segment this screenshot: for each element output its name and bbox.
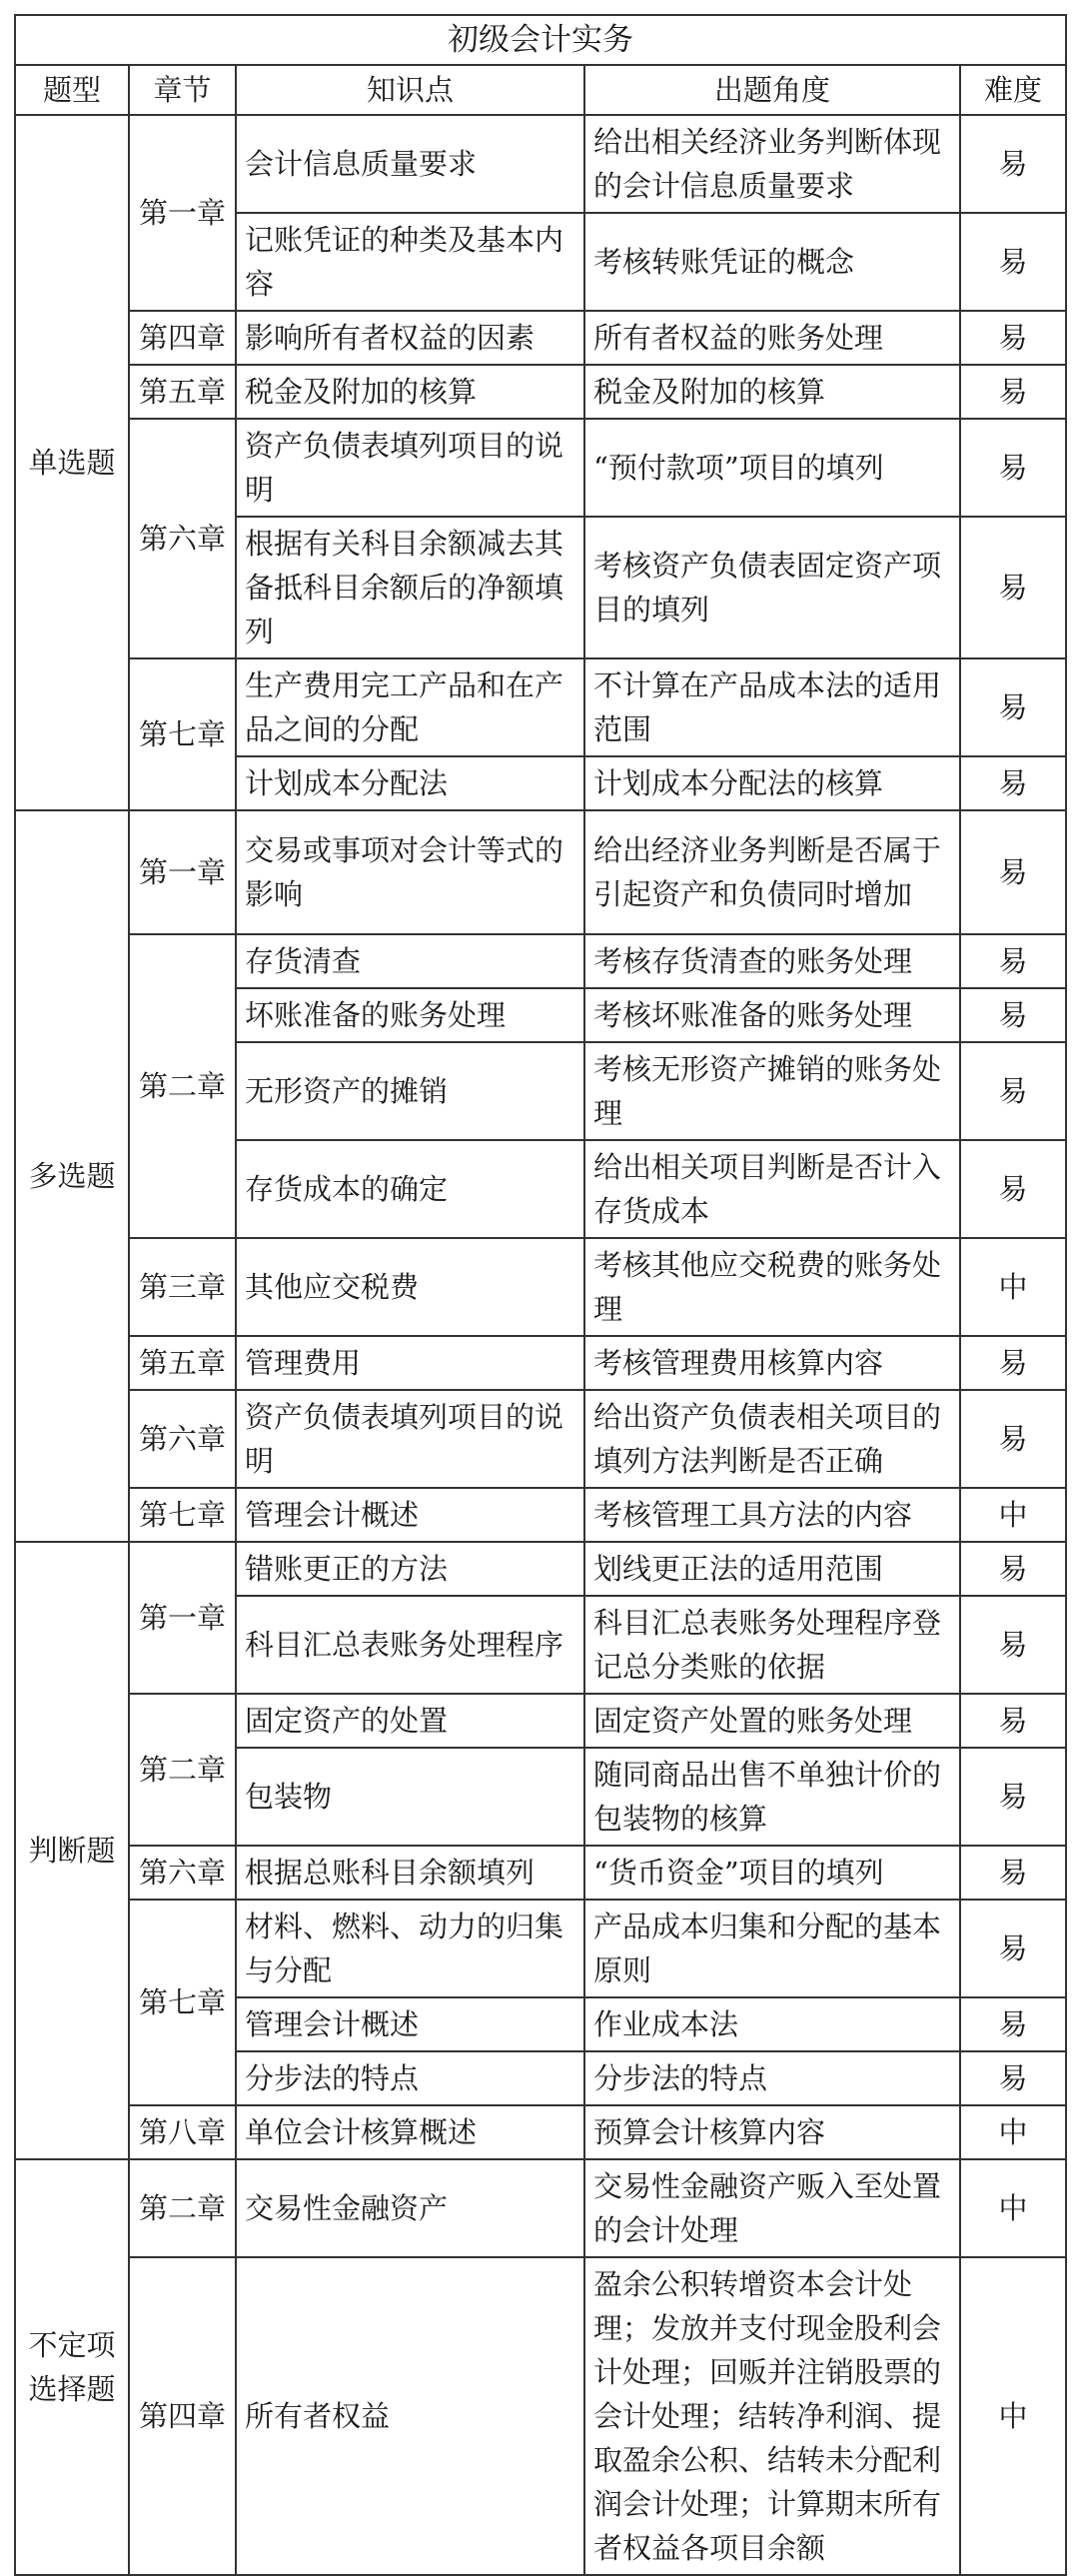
question-angle-cell: 固定资产处置的账务处理: [584, 1694, 960, 1748]
difficulty-cell: 中: [960, 1238, 1066, 1336]
question-angle-cell: 给出相关经济业务判断体现的会计信息质量要求: [584, 115, 960, 213]
table-body: [15, 115, 1066, 2575]
question-angle-cell: 考核管理工具方法的内容: [584, 1488, 960, 1542]
knowledge-point-cell: 资产负债表填列项目的说明: [236, 419, 584, 517]
knowledge-point-cell: 交易或事项对会计等式的影响: [236, 810, 584, 934]
question-type-cell: 不定项选择题: [15, 2159, 129, 2575]
table-row: [15, 1900, 1066, 1997]
question-angle-cell: 预算会计核算内容: [584, 2105, 960, 2159]
table-row: [15, 1390, 1066, 1488]
chapter-cell: 第四章: [129, 311, 236, 365]
table-row: [15, 658, 1066, 756]
chapter-cell: 第五章: [129, 365, 236, 419]
difficulty-cell: 易: [960, 1846, 1066, 1900]
knowledge-point-cell: 存货清查: [236, 934, 584, 988]
knowledge-point-cell: 根据有关科目余额减去其备抵科目余额后的净额填列: [236, 517, 584, 658]
difficulty-cell: 中: [960, 2105, 1066, 2159]
chapter-cell: 第一章: [129, 1542, 236, 1694]
knowledge-point-cell: 记账凭证的种类及基本内容: [236, 213, 584, 311]
chapter-cell: 第二章: [129, 2159, 236, 2257]
question-angle-cell: 考核其他应交税费的账务处理: [584, 1238, 960, 1336]
table-row: [15, 2159, 1066, 2257]
difficulty-cell: 易: [960, 517, 1066, 658]
question-angle-cell: “货币资金”项目的填列: [584, 1846, 960, 1900]
question-type-cell: 多选题: [15, 810, 129, 1542]
knowledge-point-cell: 管理费用: [236, 1336, 584, 1390]
chapter-cell: 第三章: [129, 1238, 236, 1336]
knowledge-point-cell: 生产费用完工产品和在产品之间的分配: [236, 658, 584, 756]
table-row: [15, 311, 1066, 365]
knowledge-point-cell: 材料、燃料、动力的归集与分配: [236, 1900, 584, 1997]
difficulty-cell: 中: [960, 2257, 1066, 2575]
question-angle-cell: 考核资产负债表固定资产项目的填列: [584, 517, 960, 658]
question-angle-cell: 考核坏账准备的账务处理: [584, 988, 960, 1042]
difficulty-cell: 易: [960, 1997, 1066, 2051]
difficulty-cell: 易: [960, 1748, 1066, 1846]
knowledge-point-cell: 管理会计概述: [236, 1997, 584, 2051]
table-row: [15, 1542, 1066, 1596]
difficulty-cell: 中: [960, 2159, 1066, 2257]
chapter-cell: 第一章: [129, 115, 236, 311]
difficulty-cell: 易: [960, 658, 1066, 756]
question-type-cell: 判断题: [15, 1542, 129, 2159]
knowledge-point-cell: 影响所有者权益的因素: [236, 311, 584, 365]
header-type: 题型: [15, 65, 129, 115]
header-point: 知识点: [236, 65, 584, 115]
question-angle-cell: 给出经济业务判断是否属于引起资产和负债同时增加: [584, 810, 960, 934]
knowledge-point-cell: 资产负债表填列项目的说明: [236, 1390, 584, 1488]
knowledge-point-cell: 计划成本分配法: [236, 756, 584, 810]
question-angle-cell: 划线更正法的适用范围: [584, 1542, 960, 1596]
difficulty-cell: 易: [960, 1596, 1066, 1694]
question-angle-cell: 计划成本分配法的核算: [584, 756, 960, 810]
difficulty-cell: 易: [960, 213, 1066, 311]
difficulty-cell: 易: [960, 1390, 1066, 1488]
header-level: 难度: [960, 65, 1066, 115]
table-row: [15, 1694, 1066, 1748]
chapter-cell: 第七章: [129, 1900, 236, 2105]
difficulty-cell: 易: [960, 934, 1066, 988]
difficulty-cell: 易: [960, 988, 1066, 1042]
knowledge-point-cell: 会计信息质量要求: [236, 115, 584, 213]
difficulty-cell: 易: [960, 1694, 1066, 1748]
table-row: [15, 934, 1066, 988]
knowledge-point-cell: 坏账准备的账务处理: [236, 988, 584, 1042]
knowledge-point-cell: 固定资产的处置: [236, 1694, 584, 1748]
knowledge-point-cell: 科目汇总表账务处理程序: [236, 1596, 584, 1694]
table-row: [15, 1336, 1066, 1390]
table-row: [15, 810, 1066, 934]
question-angle-cell: 考核管理费用核算内容: [584, 1336, 960, 1390]
header-row: [15, 65, 1066, 115]
knowledge-point-cell: 错账更正的方法: [236, 1542, 584, 1596]
difficulty-cell: 易: [960, 756, 1066, 810]
knowledge-point-cell: 单位会计核算概述: [236, 2105, 584, 2159]
question-angle-cell: 考核转账凭证的概念: [584, 213, 960, 311]
knowledge-point-cell: 交易性金融资产: [236, 2159, 584, 2257]
knowledge-point-cell: 管理会计概述: [236, 1488, 584, 1542]
difficulty-cell: 易: [960, 1336, 1066, 1390]
difficulty-cell: 易: [960, 311, 1066, 365]
knowledge-point-cell: 根据总账科目余额填列: [236, 1846, 584, 1900]
table-row: [15, 1846, 1066, 1900]
table-row: [15, 2105, 1066, 2159]
question-angle-cell: 作业成本法: [584, 1997, 960, 2051]
table-title: 初级会计实务: [15, 15, 1066, 65]
chapter-cell: 第一章: [129, 810, 236, 934]
question-angle-cell: 考核存货清查的账务处理: [584, 934, 960, 988]
question-type-cell: 单选题: [15, 115, 129, 810]
chapter-cell: 第七章: [129, 1488, 236, 1542]
question-angle-cell: 不计算在产品成本法的适用范围: [584, 658, 960, 756]
table-row: [15, 1488, 1066, 1542]
question-angle-cell: 所有者权益的账务处理: [584, 311, 960, 365]
question-angle-cell: 科目汇总表账务处理程序登记总分类账的依据: [584, 1596, 960, 1694]
chapter-cell: 第二章: [129, 934, 236, 1238]
question-angle-cell: 产品成本归集和分配的基本原则: [584, 1900, 960, 1997]
table-row: [15, 419, 1066, 517]
chapter-cell: 第四章: [129, 2257, 236, 2575]
chapter-cell: 第六章: [129, 419, 236, 658]
difficulty-cell: 易: [960, 1140, 1066, 1238]
knowledge-point-cell: 分步法的特点: [236, 2051, 584, 2105]
header-chapter: 章节: [129, 65, 236, 115]
difficulty-cell: 易: [960, 810, 1066, 934]
difficulty-cell: 中: [960, 1488, 1066, 1542]
knowledge-point-cell: 存货成本的确定: [236, 1140, 584, 1238]
difficulty-cell: 易: [960, 1542, 1066, 1596]
knowledge-point-cell: 无形资产的摊销: [236, 1042, 584, 1140]
page: [14, 14, 1065, 2576]
question-angle-cell: “预付款项”项目的填列: [584, 419, 960, 517]
table-row: [15, 365, 1066, 419]
table-row: [15, 115, 1066, 213]
question-angle-cell: 交易性金融资产贩入至处置的会计处理: [584, 2159, 960, 2257]
table-row: [15, 1238, 1066, 1336]
chapter-cell: 第六章: [129, 1846, 236, 1900]
question-angle-cell: 盈余公积转增资本会计处理；发放并支付现金股利会计处理；回贩并注销股票的会计处理；结转净利润、提取盈余公积、结转未分配利润会计处理；计算期末所有者权益各项目余额: [584, 2257, 960, 2575]
question-angle-cell: 考核无形资产摊销的账务处理: [584, 1042, 960, 1140]
chapter-cell: 第二章: [129, 1694, 236, 1846]
difficulty-cell: 易: [960, 2051, 1066, 2105]
exam-table: [14, 14, 1067, 2576]
question-angle-cell: 随同商品出售不单独计价的包装物的核算: [584, 1748, 960, 1846]
knowledge-point-cell: 包装物: [236, 1748, 584, 1846]
header-angle: 出题角度: [584, 65, 960, 115]
difficulty-cell: 易: [960, 115, 1066, 213]
knowledge-point-cell: 其他应交税费: [236, 1238, 584, 1336]
question-angle-cell: 给出相关项目判断是否计入存货成本: [584, 1140, 960, 1238]
difficulty-cell: 易: [960, 1042, 1066, 1140]
chapter-cell: 第六章: [129, 1390, 236, 1488]
question-angle-cell: 税金及附加的核算: [584, 365, 960, 419]
table-row: [15, 2257, 1066, 2575]
difficulty-cell: 易: [960, 365, 1066, 419]
knowledge-point-cell: 所有者权益: [236, 2257, 584, 2575]
chapter-cell: 第五章: [129, 1336, 236, 1390]
difficulty-cell: 易: [960, 1900, 1066, 1997]
question-angle-cell: 给出资产负债表相关项目的填列方法判断是否正确: [584, 1390, 960, 1488]
chapter-cell: 第七章: [129, 658, 236, 810]
question-angle-cell: 分步法的特点: [584, 2051, 960, 2105]
chapter-cell: 第八章: [129, 2105, 236, 2159]
difficulty-cell: 易: [960, 419, 1066, 517]
knowledge-point-cell: 税金及附加的核算: [236, 365, 584, 419]
